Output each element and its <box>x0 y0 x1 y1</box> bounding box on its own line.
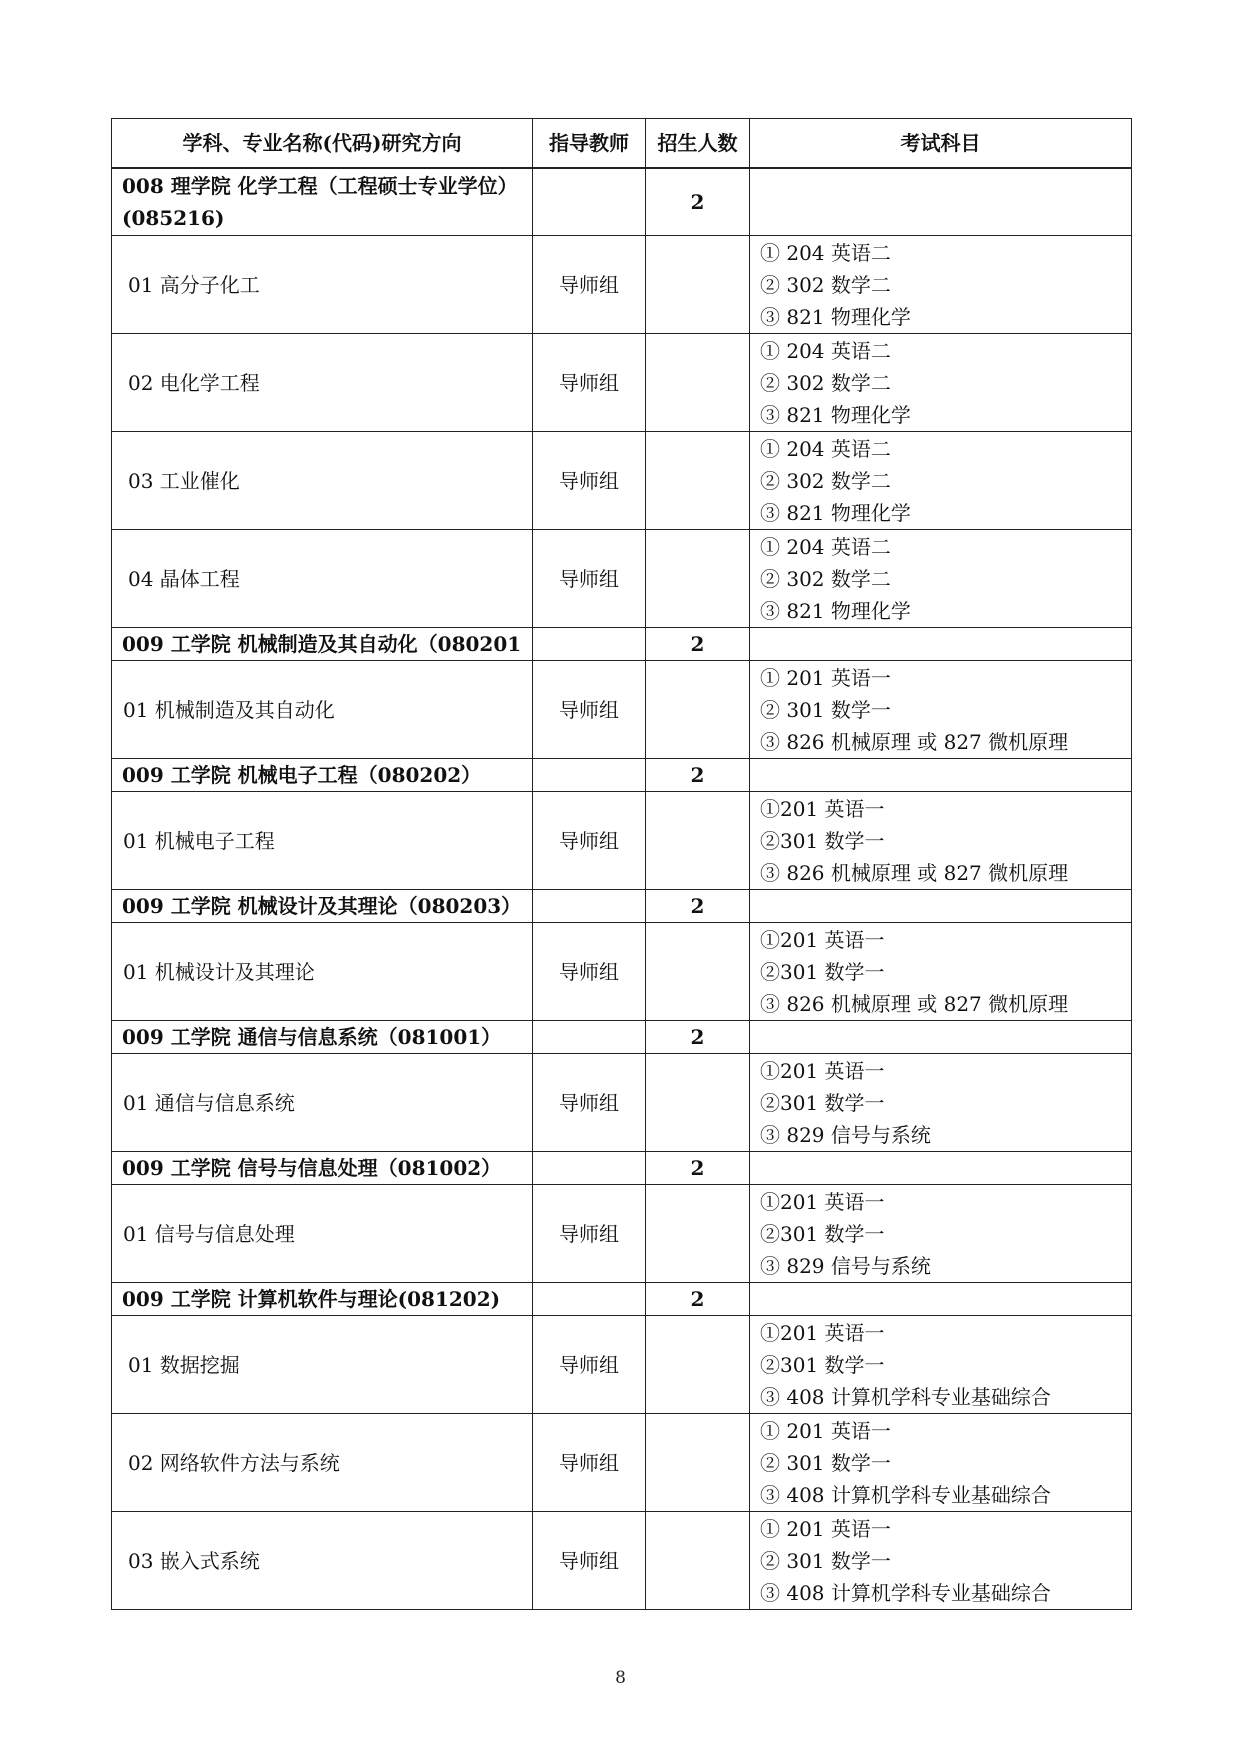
direction-advisor: 导师组 <box>533 661 646 759</box>
direction-advisor: 导师组 <box>533 334 646 432</box>
direction-row <box>112 530 1132 628</box>
exam-subject: ③ 821 物理化学 <box>760 402 911 427</box>
header-advisor: 指导教师 <box>533 119 646 169</box>
major-row <box>112 1021 1132 1054</box>
header-major: 学科、专业名称(代码)研究方向 <box>112 119 533 169</box>
major-advisor-cell <box>533 628 646 661</box>
exam-subject: ② 301 数学一 <box>760 1548 891 1573</box>
exam-subject: ②301 数学一 <box>760 828 885 853</box>
major-row <box>112 168 1132 236</box>
header-quota: 招生人数 <box>646 119 750 169</box>
major-subjects-cell <box>750 890 1132 923</box>
exam-subject: ①201 英语一 <box>760 1058 885 1083</box>
direction-name: 04 晶体工程 <box>112 530 533 628</box>
major-row <box>112 1283 1132 1316</box>
exam-subject: ① 204 英语二 <box>760 534 891 559</box>
exam-subject: ① 204 英语二 <box>760 436 891 461</box>
exam-subject: ① 201 英语一 <box>760 1516 891 1541</box>
major-quota: 2 <box>646 1021 750 1054</box>
exam-subject: ① 204 英语二 <box>760 240 891 265</box>
exam-subject: ①201 英语一 <box>760 1189 885 1214</box>
major-row <box>112 628 1132 661</box>
exam-subject: ③ 408 计算机学科专业基础综合 <box>760 1384 1051 1409</box>
exam-subject: ①201 英语一 <box>760 927 885 952</box>
exam-subject: ② 302 数学二 <box>760 272 891 297</box>
major-quota: 2 <box>646 168 750 236</box>
exam-subject: ②301 数学一 <box>760 959 885 984</box>
direction-name: 01 高分子化工 <box>112 236 533 334</box>
direction-advisor: 导师组 <box>533 1414 646 1512</box>
exam-subject: ① 201 英语一 <box>760 1418 891 1443</box>
direction-name: 01 机械设计及其理论 <box>112 923 533 1021</box>
direction-name: 02 电化学工程 <box>112 334 533 432</box>
direction-advisor: 导师组 <box>533 1316 646 1414</box>
major-name: 009 工学院 机械电子工程（080202） <box>112 759 533 792</box>
major-quota: 2 <box>646 890 750 923</box>
direction-quota-cell <box>646 1414 750 1512</box>
exam-subject: ① 204 英语二 <box>760 338 891 363</box>
direction-quota-cell <box>646 923 750 1021</box>
direction-subjects <box>750 236 1132 334</box>
direction-subjects <box>750 792 1132 890</box>
direction-row <box>112 661 1132 759</box>
direction-row <box>112 923 1132 1021</box>
direction-quota-cell <box>646 1316 750 1414</box>
direction-row <box>112 792 1132 890</box>
direction-name: 03 嵌入式系统 <box>112 1512 533 1610</box>
direction-name: 01 机械制造及其自动化 <box>112 661 533 759</box>
exam-subject: ② 301 数学一 <box>760 697 891 722</box>
major-row <box>112 1152 1132 1185</box>
major-subjects-cell <box>750 759 1132 792</box>
exam-subject: ③ 829 信号与系统 <box>760 1122 931 1147</box>
major-quota: 2 <box>646 628 750 661</box>
major-advisor-cell <box>533 168 646 236</box>
major-subjects-cell <box>750 168 1132 236</box>
direction-quota-cell <box>646 1054 750 1152</box>
direction-row <box>112 1414 1132 1512</box>
direction-advisor: 导师组 <box>533 792 646 890</box>
major-name: 009 工学院 计算机软件与理论(081202) <box>112 1283 533 1316</box>
exam-subject: ②301 数学一 <box>760 1221 885 1246</box>
direction-subjects <box>750 1185 1132 1283</box>
direction-advisor: 导师组 <box>533 1185 646 1283</box>
direction-row <box>112 1054 1132 1152</box>
major-name: 008 理学院 化学工程（工程硕士专业学位）(085216) <box>112 168 533 236</box>
direction-quota-cell <box>646 1185 750 1283</box>
exam-subject: ② 302 数学二 <box>760 370 891 395</box>
direction-advisor: 导师组 <box>533 432 646 530</box>
exam-subject: ② 301 数学一 <box>760 1450 891 1475</box>
exam-subject: ③ 408 计算机学科专业基础综合 <box>760 1580 1051 1605</box>
direction-subjects <box>750 1414 1132 1512</box>
exam-subject: ② 302 数学二 <box>760 566 891 591</box>
major-quota: 2 <box>646 759 750 792</box>
direction-quota-cell <box>646 334 750 432</box>
major-subjects-cell <box>750 1021 1132 1054</box>
direction-row <box>112 1316 1132 1414</box>
exam-subject: ① 201 英语一 <box>760 665 891 690</box>
direction-subjects <box>750 432 1132 530</box>
exam-subject: ②301 数学一 <box>760 1352 885 1377</box>
direction-name: 01 信号与信息处理 <box>112 1185 533 1283</box>
direction-subjects <box>750 530 1132 628</box>
major-advisor-cell <box>533 1021 646 1054</box>
major-name: 009 工学院 机械制造及其自动化（080201 <box>112 628 533 661</box>
exam-subject: ③ 821 物理化学 <box>760 598 911 623</box>
direction-advisor: 导师组 <box>533 1512 646 1610</box>
major-subjects-cell <box>750 1152 1132 1185</box>
major-advisor-cell <box>533 1283 646 1316</box>
exam-subject: ③ 821 物理化学 <box>760 304 911 329</box>
major-quota: 2 <box>646 1283 750 1316</box>
direction-row <box>112 432 1132 530</box>
major-row <box>112 890 1132 923</box>
direction-advisor: 导师组 <box>533 530 646 628</box>
direction-row <box>112 236 1132 334</box>
exam-subject: ②301 数学一 <box>760 1090 885 1115</box>
direction-quota-cell <box>646 661 750 759</box>
major-advisor-cell <box>533 1152 646 1185</box>
direction-subjects <box>750 1054 1132 1152</box>
exam-subject: ③ 826 机械原理 或 827 微机原理 <box>760 860 1069 885</box>
exam-subject: ①201 英语一 <box>760 796 885 821</box>
direction-row <box>112 1185 1132 1283</box>
major-subjects-cell <box>750 628 1132 661</box>
direction-name: 01 通信与信息系统 <box>112 1054 533 1152</box>
major-advisor-cell <box>533 890 646 923</box>
page-number: 8 <box>615 1668 626 1688</box>
direction-advisor: 导师组 <box>533 1054 646 1152</box>
direction-advisor: 导师组 <box>533 236 646 334</box>
direction-quota-cell <box>646 432 750 530</box>
major-quota: 2 <box>646 1152 750 1185</box>
table-header-row <box>112 119 1132 169</box>
direction-name: 01 机械电子工程 <box>112 792 533 890</box>
exam-subject: ③ 826 机械原理 或 827 微机原理 <box>760 991 1069 1016</box>
enrollment-catalog-table <box>111 118 1132 1610</box>
major-name: 009 工学院 机械设计及其理论（080203） <box>112 890 533 923</box>
exam-subject: ③ 829 信号与系统 <box>760 1253 931 1278</box>
direction-name: 03 工业催化 <box>112 432 533 530</box>
major-subjects-cell <box>750 1283 1132 1316</box>
major-row <box>112 759 1132 792</box>
direction-quota-cell <box>646 530 750 628</box>
exam-subject: ② 302 数学二 <box>760 468 891 493</box>
header-subjects: 考试科目 <box>750 119 1132 169</box>
major-advisor-cell <box>533 759 646 792</box>
table-body <box>112 168 1132 1610</box>
direction-name: 02 网络软件方法与系统 <box>112 1414 533 1512</box>
direction-quota-cell <box>646 236 750 334</box>
direction-subjects <box>750 334 1132 432</box>
exam-subject: ③ 821 物理化学 <box>760 500 911 525</box>
exam-subject: ①201 英语一 <box>760 1320 885 1345</box>
direction-row <box>112 1512 1132 1610</box>
direction-quota-cell <box>646 1512 750 1610</box>
exam-subject: ③ 826 机械原理 或 827 微机原理 <box>760 729 1069 754</box>
major-name: 009 工学院 信号与信息处理（081002） <box>112 1152 533 1185</box>
major-name: 009 工学院 通信与信息系统（081001） <box>112 1021 533 1054</box>
direction-subjects <box>750 661 1132 759</box>
direction-subjects <box>750 923 1132 1021</box>
direction-subjects <box>750 1316 1132 1414</box>
direction-quota-cell <box>646 792 750 890</box>
direction-subjects <box>750 1512 1132 1610</box>
direction-advisor: 导师组 <box>533 923 646 1021</box>
direction-row <box>112 334 1132 432</box>
direction-name: 01 数据挖掘 <box>112 1316 533 1414</box>
exam-subject: ③ 408 计算机学科专业基础综合 <box>760 1482 1051 1507</box>
